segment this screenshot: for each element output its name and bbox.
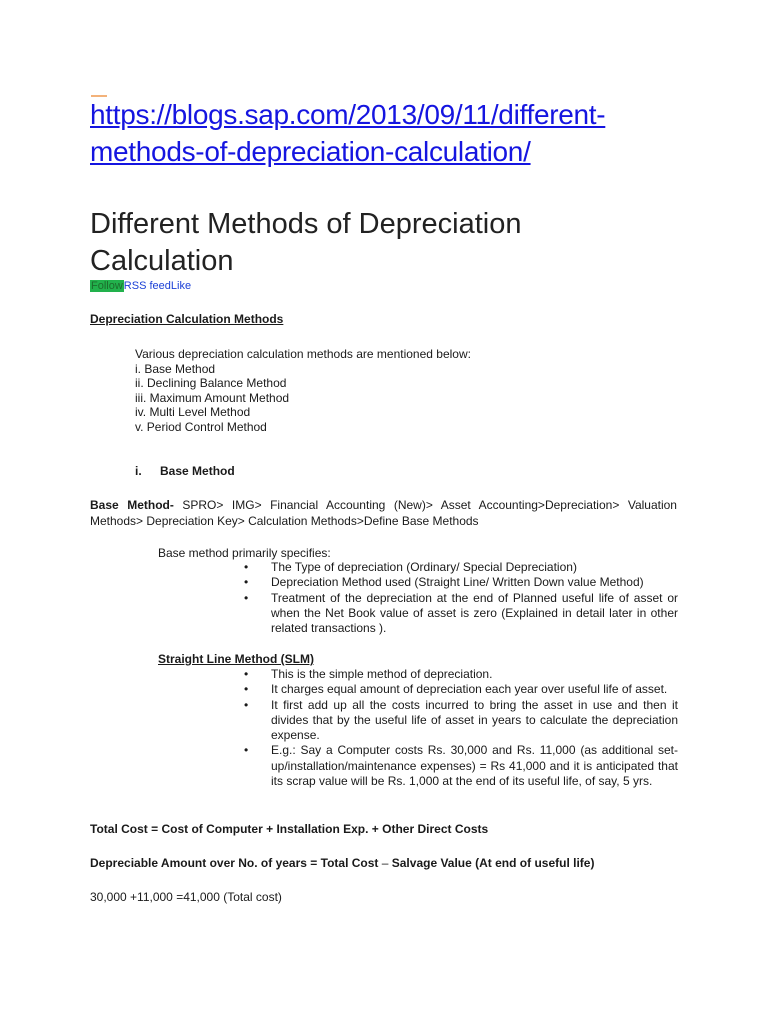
page-title: Different Methods of Depreciation Calculation <box>90 208 522 277</box>
methods-intro <box>135 347 471 434</box>
list-item: ii. Declining Balance Method <box>135 376 287 390</box>
section-heading: Depreciation Calculation Methods <box>90 312 284 326</box>
source-url-link[interactable] <box>90 96 710 170</box>
url-line-1: https://blogs.sap.com/2013/09/11/different- <box>90 99 606 130</box>
list-item: • Depreciation Method used (Straight Line/ Written Down value Method) <box>244 575 678 590</box>
follow-bar <box>90 279 191 293</box>
list-item: • It charges equal amount of depreciation each year over useful life of asset. <box>244 682 678 697</box>
total-cost-formula: Total Cost = Cost of Computer + Installation Exp. + Other Direct Costs <box>90 822 489 836</box>
url-line-2: methods-of-depreciation-calculation/ <box>90 136 531 167</box>
follow-button[interactable]: Follow <box>91 280 123 292</box>
base-method-path: Base Method- SPRO> IMG> Financial Accounting (New)> Asset Accounting>Depreciation> Valuation Methods> Depreciation Key> Calculation Methods>Define Base Methods <box>90 498 677 528</box>
intro-lead: Various depreciation calculation methods are mentioned below: <box>135 347 471 361</box>
base-method-heading: i. Base Method <box>135 464 235 478</box>
list-item: i. Base Method <box>135 361 216 376</box>
list-item: iii. Maximum Amount Method <box>135 390 290 405</box>
like-link[interactable]: Like <box>170 280 192 292</box>
total-cost-calculation: 30,000 +11,000 =41,000 (Total cost) <box>90 890 282 904</box>
list-item: • Treatment of the depreciation at the end of Planned useful life of asset or when the Net Book value of asset is zero (Explained in detail later in other related transactions ). <box>244 591 678 637</box>
list-item: • The Type of depreciation (Ordinary/ Special Depreciation) <box>244 560 678 575</box>
depreciable-amount-formula: Depreciable Amount over No. of years = Total Cost – Salvage Value (At end of useful life) <box>90 856 595 870</box>
list-item: • E.g.: Say a Computer costs Rs. 30,000 and Rs. 11,000 (as additional set-up/installation/maintenance expenses) = Rs 41,000 and it is anticipated that its scrap value will be Rs. 1,000 at the end of its useful life, of say, 5 yrs. <box>244 743 678 789</box>
slm-heading: Straight Line Method (SLM) <box>158 652 314 666</box>
list-item: iv. Multi Level Method <box>135 405 251 419</box>
base-method-bullets <box>244 560 678 636</box>
list-item: • It first add up all the costs incurred to bring the asset in use and then it divides that by the useful life of asset in years to calculate the depreciation expense. <box>244 698 678 744</box>
list-item: • This is the simple method of depreciation. <box>244 667 678 682</box>
base-method-specifies: Base method primarily specifies: <box>158 546 331 560</box>
list-item: v. Period Control Method <box>135 419 267 434</box>
slm-bullets <box>244 667 678 789</box>
rss-feed-link[interactable]: RSS feed <box>123 280 171 292</box>
